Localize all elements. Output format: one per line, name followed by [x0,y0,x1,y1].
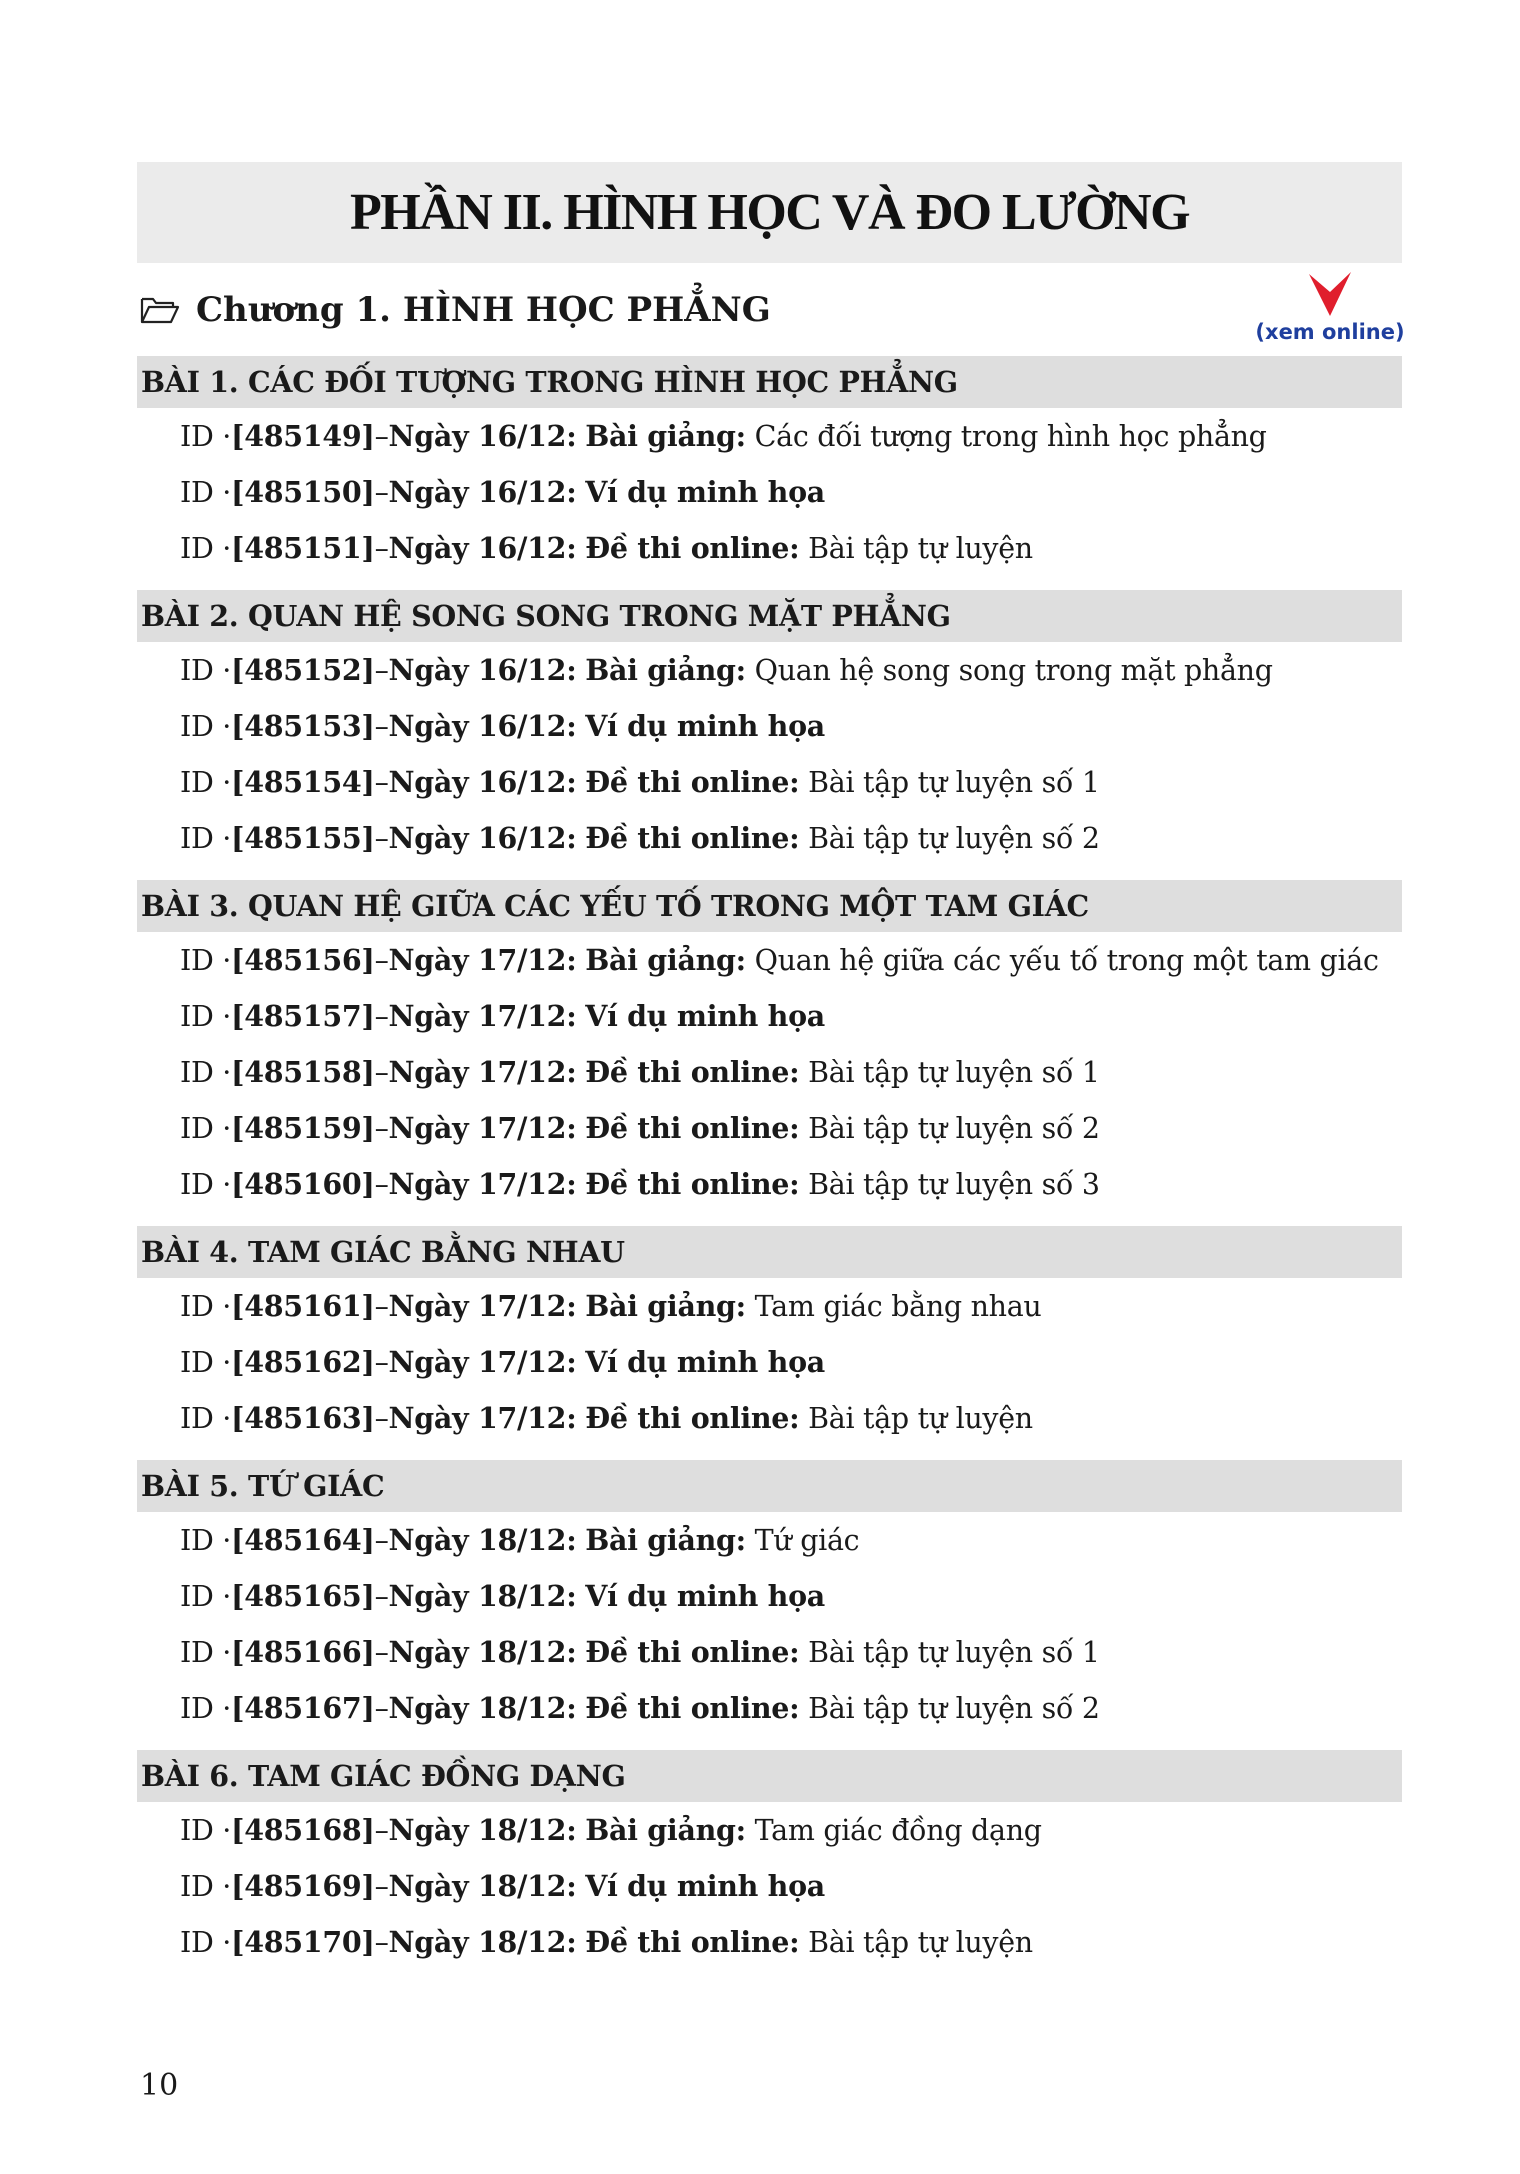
lesson-item[interactable] [137,1044,1402,1100]
item-id: [485165] [231,1579,375,1613]
item-prefix: ID · [180,1869,232,1903]
lesson-item[interactable] [137,642,1402,698]
lesson-header: BÀI 3. QUAN HỆ GIỮA CÁC YẾU TỐ TRONG MỘT TAM GIÁC [137,880,1402,932]
item-kind: Đề thi online: [585,1111,800,1145]
item-separator: – [374,1345,389,1379]
item-id: [485154] [231,765,375,799]
item-separator: – [374,1691,389,1725]
item-id: [485160] [231,1167,375,1201]
lesson-item[interactable] [137,1914,1402,1970]
item-kind: Bài giảng: [585,1523,746,1557]
item-prefix: ID · [180,475,232,509]
item-kind: Ví dụ minh họa [585,1345,825,1379]
chapter-heading [140,282,771,338]
item-kind: Ví dụ minh họa [585,1579,825,1613]
item-prefix: ID · [180,1345,232,1379]
item-prefix: ID · [180,1579,232,1613]
lesson-item[interactable] [137,520,1402,576]
lesson-item[interactable] [137,1624,1402,1680]
item-date: Ngày 18/12: [388,1579,577,1613]
item-separator: – [374,1813,389,1847]
item-id: [485166] [231,1635,375,1669]
item-date: Ngày 17/12: [388,943,577,977]
item-separator: – [374,1523,389,1557]
item-date: Ngày 17/12: [388,1401,577,1435]
item-id: [485169] [231,1869,375,1903]
item-description: Quan hệ giữa các yếu tố trong một tam giác [754,943,1379,977]
item-description: Bài tập tự luyện số 2 [808,1691,1100,1725]
item-kind: Bài giảng: [585,419,746,453]
item-date: Ngày 17/12: [388,1111,577,1145]
item-kind: Bài giảng: [585,1813,746,1847]
item-kind: Đề thi online: [585,1401,800,1435]
lesson-item[interactable] [137,1512,1402,1568]
item-date: Ngày 16/12: [388,475,577,509]
lesson-item[interactable] [137,1802,1402,1858]
lesson-item[interactable] [137,1680,1402,1736]
item-prefix: ID · [180,419,232,453]
item-date: Ngày 17/12: [388,1345,577,1379]
item-prefix: ID · [180,765,232,799]
item-id: [485167] [231,1691,375,1725]
lesson-item[interactable] [137,754,1402,810]
item-prefix: ID · [180,999,232,1033]
lesson-item[interactable] [137,1568,1402,1624]
item-separator: – [374,1579,389,1613]
item-date: Ngày 17/12: [388,1055,577,1089]
item-id: [485152] [231,653,375,687]
item-description: Bài tập tự luyện số 2 [808,821,1100,855]
item-id: [485149] [231,419,375,453]
item-kind: Bài giảng: [585,943,746,977]
item-kind: Bài giảng: [585,1289,746,1323]
lesson-item[interactable] [137,988,1402,1044]
item-date: Ngày 18/12: [388,1691,577,1725]
item-date: Ngày 16/12: [388,653,577,687]
chapter-title: Chương 1. HÌNH HỌC PHẲNG [196,290,771,330]
item-separator: – [374,1401,389,1435]
item-prefix: ID · [180,1635,232,1669]
item-kind: Đề thi online: [585,1055,800,1089]
lesson-item[interactable] [137,464,1402,520]
item-prefix: ID · [180,1111,232,1145]
page-title: PHẦN II. HÌNH HỌC VÀ ĐO LƯỜNG [349,184,1190,241]
lesson-item[interactable] [137,932,1402,988]
item-kind: Đề thi online: [585,1691,800,1725]
item-description: Các đối tượng trong hình học phẳng [754,419,1267,453]
lesson-header: BÀI 2. QUAN HỆ SONG SONG TRONG MẶT PHẲNG [137,590,1402,642]
lesson-header: BÀI 6. TAM GIÁC ĐỒNG DẠNG [137,1750,1402,1802]
item-id: [485151] [231,531,375,565]
item-separator: – [374,1635,389,1669]
item-description: Bài tập tự luyện [808,1925,1033,1959]
item-description: Quan hệ song song trong mặt phẳng [754,653,1273,687]
item-id: [485153] [231,709,375,743]
item-id: [485156] [231,943,375,977]
lesson-item[interactable] [137,408,1402,464]
item-prefix: ID · [180,821,232,855]
item-date: Ngày 17/12: [388,1167,577,1201]
item-separator: – [374,475,389,509]
checkmark-icon [1307,270,1353,318]
lesson-header: BÀI 1. CÁC ĐỐI TƯỢNG TRONG HÌNH HỌC PHẲNG [137,356,1402,408]
item-separator: – [374,765,389,799]
item-description: Bài tập tự luyện [808,1401,1033,1435]
lesson-item[interactable] [137,1156,1402,1212]
item-separator: – [374,1111,389,1145]
lesson-item[interactable] [137,1858,1402,1914]
item-separator: – [374,999,389,1033]
item-separator: – [374,531,389,565]
item-description: Tam giác đồng dạng [754,1813,1042,1847]
item-kind: Ví dụ minh họa [585,999,825,1033]
item-separator: – [374,1925,389,1959]
item-separator: – [374,1167,389,1201]
item-kind: Đề thi online: [585,1925,800,1959]
item-kind: Đề thi online: [585,821,800,855]
item-prefix: ID · [180,709,232,743]
item-date: Ngày 16/12: [388,419,577,453]
item-id: [485157] [231,999,375,1033]
item-kind: Đề thi online: [585,1635,800,1669]
item-date: Ngày 18/12: [388,1813,577,1847]
item-date: Ngày 18/12: [388,1635,577,1669]
item-date: Ngày 18/12: [388,1925,577,1959]
item-id: [485155] [231,821,375,855]
item-kind: Đề thi online: [585,531,800,565]
item-separator: – [374,653,389,687]
item-id: [485164] [231,1523,375,1557]
item-prefix: ID · [180,1401,232,1435]
lesson-list [137,356,1402,1970]
item-kind: Ví dụ minh họa [585,475,825,509]
item-separator: – [374,419,389,453]
item-description: Bài tập tự luyện số 2 [808,1111,1100,1145]
item-id: [485162] [231,1345,375,1379]
item-prefix: ID · [180,943,232,977]
item-description: Bài tập tự luyện số 1 [808,1635,1100,1669]
item-kind: Đề thi online: [585,1167,800,1201]
item-prefix: ID · [180,653,232,687]
item-description: Tứ giác [754,1523,860,1557]
item-separator: – [374,821,389,855]
item-id: [485161] [231,1289,375,1323]
item-description: Tam giác bằng nhau [754,1289,1042,1323]
item-id: [485170] [231,1925,375,1959]
page-number: 10 [140,2068,179,2103]
item-id: [485163] [231,1401,375,1435]
item-id: [485150] [231,475,375,509]
item-date: Ngày 16/12: [388,709,577,743]
lesson-item[interactable] [137,698,1402,754]
page-title-box [137,162,1402,263]
item-date: Ngày 18/12: [388,1523,577,1557]
item-separator: – [374,1055,389,1089]
item-id: [485159] [231,1111,375,1145]
item-prefix: ID · [180,1691,232,1725]
item-separator: – [374,943,389,977]
item-kind: Ví dụ minh họa [585,709,825,743]
item-description: Bài tập tự luyện số 1 [808,1055,1100,1089]
lesson-item[interactable] [137,1100,1402,1156]
item-prefix: ID · [180,1055,232,1089]
item-date: Ngày 17/12: [388,999,577,1033]
item-id: [485168] [231,1813,375,1847]
item-id: [485158] [231,1055,375,1089]
item-prefix: ID · [180,1925,232,1959]
item-kind: Bài giảng: [585,653,746,687]
item-description: Bài tập tự luyện số 1 [808,765,1100,799]
item-prefix: ID · [180,1167,232,1201]
view-online-label: (xem online) [1255,320,1405,344]
lesson-item[interactable] [137,1278,1402,1334]
item-prefix: ID · [180,1523,232,1557]
item-prefix: ID · [180,1289,232,1323]
item-separator: – [374,1869,389,1903]
lesson-item[interactable] [137,1390,1402,1446]
item-date: Ngày 17/12: [388,1289,577,1323]
lesson-item[interactable] [137,810,1402,866]
lesson-header: BÀI 5. TỨ GIÁC [137,1460,1402,1512]
view-online-link[interactable] [1255,270,1405,352]
item-kind: Đề thi online: [585,765,800,799]
item-separator: – [374,1289,389,1323]
item-description: Bài tập tự luyện [808,531,1033,565]
item-date: Ngày 16/12: [388,531,577,565]
item-date: Ngày 18/12: [388,1869,577,1903]
item-separator: – [374,709,389,743]
item-date: Ngày 16/12: [388,821,577,855]
item-prefix: ID · [180,531,232,565]
lesson-item[interactable] [137,1334,1402,1390]
folder-open-icon [140,295,180,325]
lesson-header: BÀI 4. TAM GIÁC BẰNG NHAU [137,1226,1402,1278]
item-description: Bài tập tự luyện số 3 [808,1167,1100,1201]
item-prefix: ID · [180,1813,232,1847]
item-date: Ngày 16/12: [388,765,577,799]
item-kind: Ví dụ minh họa [585,1869,825,1903]
